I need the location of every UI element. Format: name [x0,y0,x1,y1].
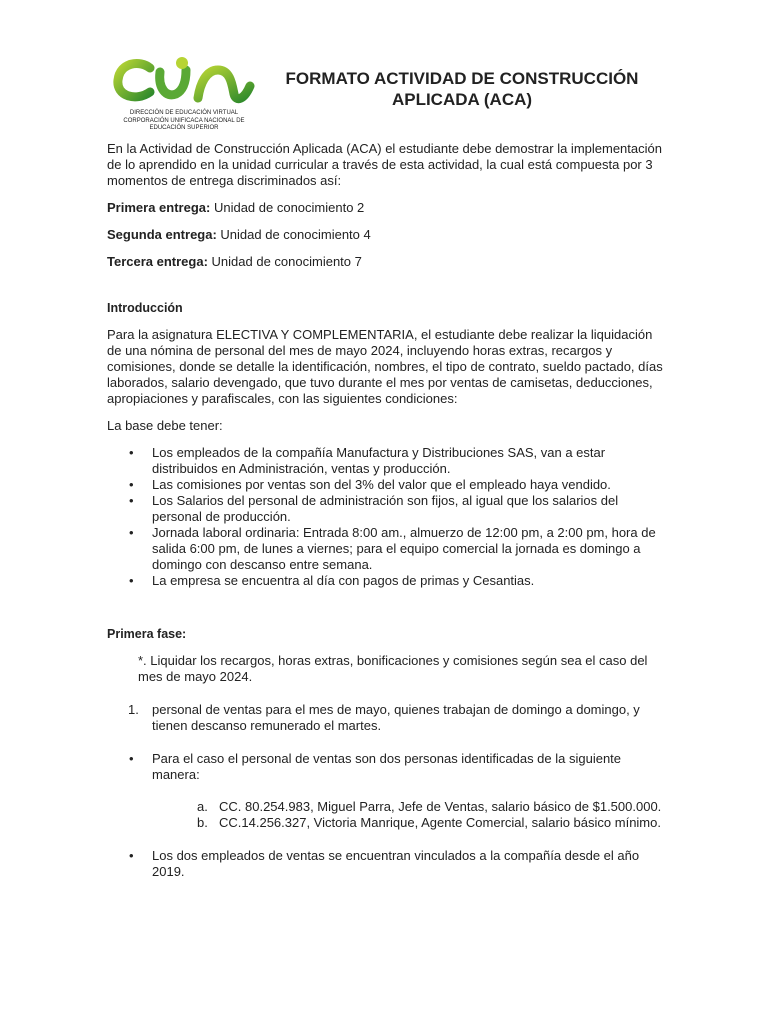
logo-caption-line: CORPORACIÓN UNIFICACA NACIONAL DE [123,117,245,124]
title-line-2: APLICADA (ACA) [391,90,533,109]
document-body [107,141,663,880]
list-item: • Los dos empleados de ventas se encuentran vinculados a la compañía desde el año 2019. [107,848,663,880]
logo-caption-line: DIRECCIÓN DE EDUCACIÓN VIRTUAL [129,110,239,116]
list-item: • Para el caso el personal de ventas son dos personas identificadas de la siguiente manera: [107,751,663,783]
primera-fase-heading: Primera fase: [107,627,187,641]
cun-logo-icon [110,54,258,106]
base-label: La base debe tener: [107,418,223,433]
primera-fase-note: *. Liquidar los recargos, horas extras, bonificaciones y comisiones según sea el caso del mes de mayo 2024. [138,653,648,684]
person-item [107,799,663,815]
people-list [107,799,663,831]
item-number: 1. [128,702,139,717]
logo-caption-line: EDUCACIÓN SUPERIOR [149,125,219,131]
introduccion-heading: Introducción [107,301,183,315]
delivery-value: Unidad de conocimiento 7 [211,254,362,269]
conditions-list [107,445,663,589]
delivery-value: Unidad de conocimiento 2 [213,200,365,215]
delivery-label: Tercera entrega: [107,254,208,269]
list-item: • Jornada laboral ordinaria: Entrada 8:00 am., almuerzo de 12:00 pm, a 2:00 pm, hora de salida 6:00 pm, de lunes a viernes; para el equipo comercial la jornada es domingo a domingo con descanso entre semana. [107,525,663,573]
delivery-item [107,254,663,270]
item-text: personal de ventas para el mes de mayo, quienes trabajan de domingo a domingo, y tienen descanso remunerado el martes. [152,702,640,733]
delivery-item [107,227,663,243]
delivery-label: Segunda entrega: [107,227,217,242]
person-mark: b. [197,815,208,830]
person-item [107,815,663,831]
delivery-item [107,200,663,216]
list-item: • Las comisiones por ventas son del 3% del valor que el empleado haya vendido. [107,477,663,493]
cun-logo [110,54,258,133]
document-title [262,68,662,110]
since-list [107,848,663,880]
intro-paragraph: En la Actividad de Construcción Aplicada (ACA) el estudiante debe demostrar la implementación de lo aprendido en la unidad curricular a través de esta actividad, la cual está compuesta por 3 momentos de entrega discriminados así: [107,141,662,188]
sales-list [107,751,663,783]
list-item: • La empresa se encuentra al día con pagos de primas y Cesantias. [107,573,663,589]
delivery-value: Unidad de conocimiento 4 [220,227,371,242]
numbered-item [107,702,663,734]
list-item: • Los Salarios del personal de administración son fijos, al igual que los salarios del personal de producción. [107,493,663,525]
title-line-1: FORMATO ACTIVIDAD DE CONSTRUCCIÓN [285,69,639,88]
logo-caption [110,110,258,133]
person-text: CC. 80.254.983, Miguel Parra, Jefe de Ventas, salario básico de $1.500.000. [219,799,662,814]
person-text: CC.14.256.327, Victoria Manrique, Agente Comercial, salario básico mínimo. [219,815,661,830]
introduccion-paragraph: Para la asignatura ELECTIVA Y COMPLEMENTARIA, el estudiante debe realizar la liquidación de una nómina de personal del mes de mayo 2024, incluyendo horas extras, recargos y comisiones, donde se detalle la identificación, nombres, el tipo de contrato, sueldo pactado, días laborados, salario devengado, que tuvo durante el mes por ventas de camisetas, deducciones, apropiaciones y parafiscales, con las siguientes condiciones: [107,327,663,406]
person-mark: a. [197,799,208,814]
delivery-label: Primera entrega: [107,200,211,215]
list-item: • Los empleados de la compañía Manufactura y Distribuciones SAS, van a estar distribuidos en Administración, ventas y producción. [107,445,663,477]
